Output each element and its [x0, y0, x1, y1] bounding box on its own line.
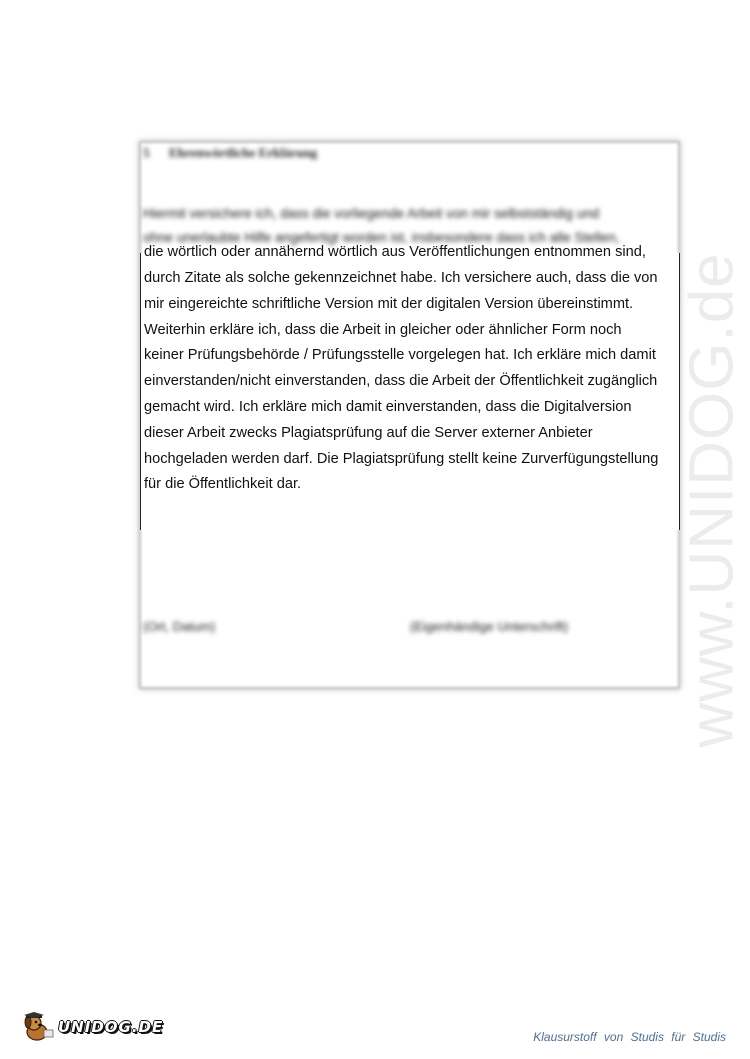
text-line: Hiermit versichere ich, dass die vorliegende Arbeit von mir selbstständig und — [143, 206, 600, 221]
visible-text-window — [140, 244, 680, 530]
text-line: ohne unerlaubte Hilfe angefertigt worden ist, insbesondere dass ich alle Stellen, — [143, 230, 620, 245]
text-line: hochgeladen werden darf. Die Plagiatsprüfung stellt keine Zurverfügungstellung — [144, 450, 659, 467]
text-line: einverstanden/nicht einverstanden, dass die Arbeit der Öffentlichkeit zugänglich — [144, 373, 658, 390]
section-number: 5 — [143, 145, 150, 160]
text-line: gemacht wird. Ich erkläre mich damit einverstanden, dass die Digitalversion — [144, 398, 632, 415]
text-line: durch Zitate als solche gekennzeichnet habe. Ich versichere auch, dass die von — [144, 270, 658, 286]
section-heading — [143, 145, 317, 161]
footer-tagline: Klausurstoff von Studis für Studis — [533, 1030, 726, 1044]
text-line: dieser Arbeit zwecks Plagiatsprüfung auf die Server externer Anbieter — [144, 424, 593, 441]
dog-mascot-icon — [20, 1012, 56, 1042]
signature-label: (Eigenhändige Unterschrift) — [410, 619, 569, 634]
blurred-text-block — [143, 202, 683, 250]
logo-text: UNIDOG.DE — [58, 1018, 164, 1036]
watermark-text: www.UNIDOG.de — [677, 252, 747, 748]
place-date-label: (Ort, Datum) — [143, 619, 216, 634]
text-line: keiner Prüfungsbehörde / Prüfungsstelle vorgelegen hat. Ich erkläre mich damit — [144, 347, 656, 364]
text-line-partial: die wörtlich oder annähernd wörtlich aus Veröffentlichungen entnommen sind, — [144, 244, 646, 260]
text-line: für die Öffentlichkeit dar. — [144, 476, 302, 493]
text-line: mir eingereichte schriftliche Version mit der digitalen Version übereinstimmt. — [144, 295, 634, 312]
section-title: Ehrenwörtliche Erklärung — [169, 145, 318, 160]
unidog-logo[interactable] — [20, 1012, 163, 1042]
text-line: Weiterhin erkläre ich, dass die Arbeit in gleicher oder ähnlicher Form noch — [144, 321, 622, 338]
